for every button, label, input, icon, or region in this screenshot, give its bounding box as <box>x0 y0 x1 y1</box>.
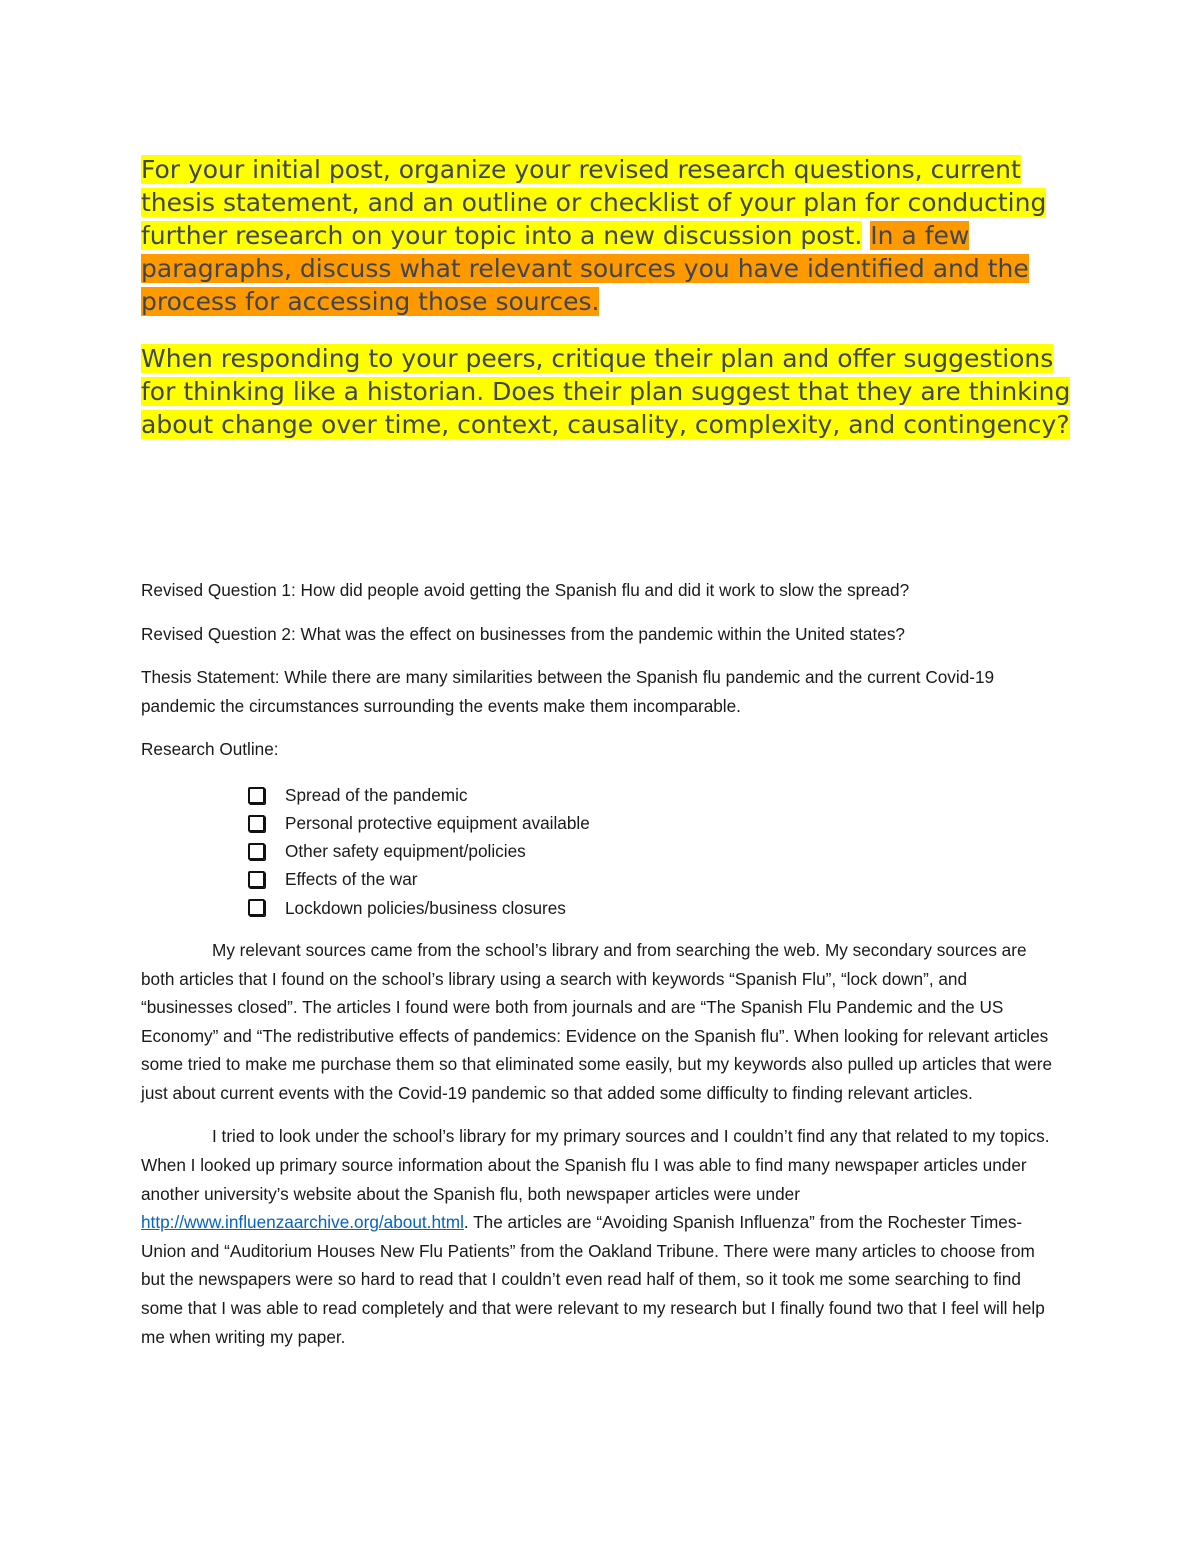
checklist-item-label: Effects of the war <box>285 869 418 890</box>
checklist-item-label: Personal protective equipment available <box>285 812 590 833</box>
orange-highlight-text: In a few paragraphs, discuss what relevant sources you have identified and the process for accessing those sources. <box>141 221 1029 316</box>
checklist-item <box>248 837 1061 865</box>
revised-question-1: Revised Question 1: How did people avoid getting the Spanish flu and did it work to slow the spread? <box>141 580 910 600</box>
checklist-item-label: Spread of the pandemic <box>285 784 468 805</box>
influenza-archive-link[interactable]: http://www.influenzaarchive.org/about.html <box>141 1212 464 1233</box>
checklist-item <box>248 894 1061 922</box>
checklist-item <box>248 866 1061 894</box>
sources-paragraph-1: My relevant sources came from the school’s library and from searching the web. My secondary sources are both articles that I found on the school’s library using a search with keywords “Spanish Flu”, “lock down”, and “businesses closed”. The articles I found were both from journals and are “The Spanish Flu Pandemic and the US Economy” and “The redistributive effects of pandemics: Evidence on the Spanish flu”. When looking for relevant articles some tried to make me purchase them so that eliminated some easily, but my keywords also pulled up articles that were just about current events with the Covid-19 pandemic so that added some difficulty to finding relevant articles. <box>141 939 1053 1103</box>
prompt-paragraph-1 <box>141 153 1071 318</box>
research-outline-checklist <box>141 781 1061 922</box>
checkbox-icon <box>248 871 265 888</box>
checklist-item-label: Lockdown policies/business closures <box>285 897 566 918</box>
paragraph-text: . The articles are “Avoiding Spanish Influenza” from the Rochester Times-Union and “Auditorium Houses New Flu Patients” from the Oakland Tribune. There were many articles to choose from but the newspapers were so hard to read that I couldn’t even read half of them, so it took me some searching to find some that I was able to read completely and that were relevant to my research but I finally found two that I feel will help me when writing my paper. <box>141 1212 1045 1347</box>
assignment-prompt <box>141 153 1071 441</box>
checkbox-icon <box>248 899 265 916</box>
yellow-highlight-text: When responding to your peers, critique their plan and offer suggestions for thinking like a historian. Does their plan suggest that they are thinking about change over time, context, causality, complexity, and contingency? <box>141 344 1071 439</box>
yellow-highlight-text: For your initial post, organize your revised research questions, current thesis statement, and an outline or checklist of your plan for conducting further research on your topic into a new discussion post. <box>141 155 1047 250</box>
checklist-item <box>248 809 1061 837</box>
sources-paragraph-2 <box>141 1122 1061 1351</box>
thesis-statement: Thesis Statement: While there are many similarities between the Spanish flu pandemic and the current Covid-19 pandemic the circumstances surrounding the events make them incomparable. <box>141 667 995 716</box>
checklist-item <box>248 781 1061 809</box>
checkbox-icon <box>248 815 265 832</box>
checkbox-icon <box>248 787 265 804</box>
outline-label: Research Outline: <box>141 739 279 760</box>
paragraph-text: I tried to look under the school’s library for my primary sources and I couldn’t find any that related to my topics. When I looked up primary source information about the Spanish flu I was able to find many newspaper articles under another university’s website about the Spanish flu, both newspaper articles were under <box>141 1126 1050 1204</box>
checklist-item-label: Other safety equipment/policies <box>285 841 526 862</box>
prompt-paragraph-2 <box>141 342 1071 441</box>
document-body <box>141 576 1061 1366</box>
revised-question-2: Revised Question 2: What was the effect on businesses from the pandemic within the United states? <box>141 623 905 644</box>
checkbox-icon <box>248 843 265 860</box>
